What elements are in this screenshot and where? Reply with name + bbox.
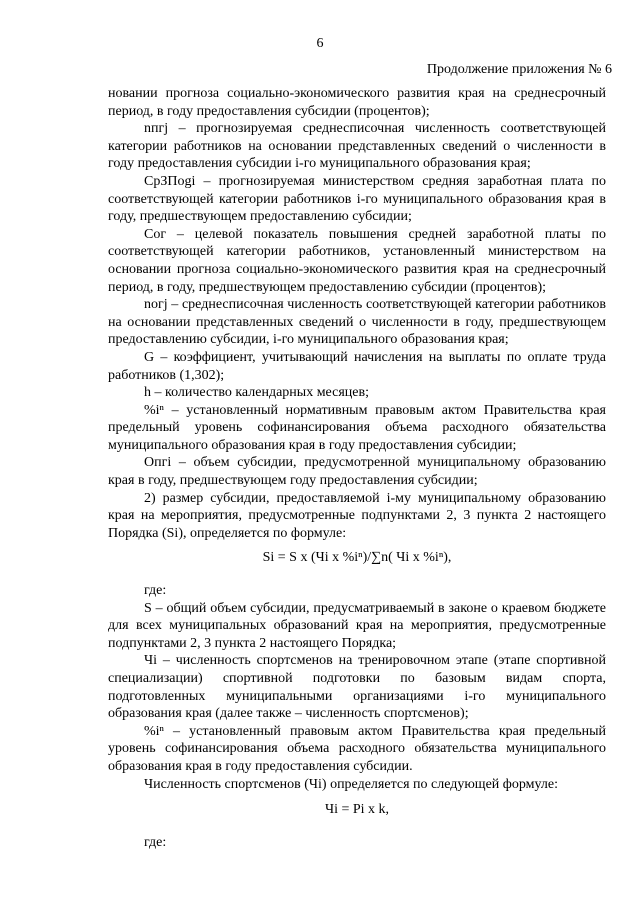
page-number: 6 (316, 36, 324, 51)
paragraph-cofinancing-level: %iⁿ – установленный нормативным правовым актом Правительства края предельный уровень софинансирования объема расходного обязательства муниципального образования края в году предоставления субсидии; (108, 402, 606, 453)
where-label-2: где: (144, 834, 167, 850)
paragraph-total-volume: S – общий объем субсидии, предусматриваемый в законе о краевом бюджете для всех муниципальных образований края на мероприятия, предусмотренные подпунктами 2, 3 пункта 2 настоящего Порядка; (108, 600, 606, 651)
formula-athletes: Чi = Pi x k, (324, 802, 390, 818)
paragraph-nogj: nогj – среднесписочная численность соответствующей категории работников на основании представленных сведений о численности в году, предшествующем предоставлению субсидии, i-го муниципального образования края; (108, 297, 606, 348)
paragraph-sog: Сог – целевой показатель повышения средней заработной платы по соответствующей категории работников, установленный министерством на основании прогноза социально-экономического развития края на среднесрочный период, в году, предшествующем предоставлению субсидии (процентов); (108, 226, 606, 295)
where-label-1: где: (144, 583, 167, 599)
paragraph-continuation: новании прогноза социально-экономического развития края на среднесрочный период, в году предоставления субсидии (процентов); (108, 86, 606, 119)
paragraph-athletes-count: Чi – численность спортсменов на тренировочном этапе (этапе спортивной специализации) спортивной подготовки по базовым видам спорта, подготовленных муниципальными организациями i-го муниципального образования края (далее также – численность спортсменов); (108, 653, 606, 722)
paragraph-h-months: h – количество календарных месяцев; (144, 385, 369, 401)
paragraph-srzp: СрЗПоgi – прогнозируемая министерством средняя заработная плата по соответствующей категории работников i-го муниципального образования края в году, предшествующем предоставлению субсидии; (108, 173, 606, 225)
continuation-label: Продолжение приложения № 6 (426, 62, 612, 77)
paragraph-opgi: Опгi – объем субсидии, предусмотренной муниципальному образованию края в году, предшествующем году предоставления субсидии; (108, 455, 606, 489)
formula-subsidy: Si = S x (Чi x %iⁿ)/∑n( Чi x %iⁿ), (262, 550, 452, 566)
document-body (108, 85, 606, 851)
paragraph-athletes-formula-intro: Численность спортсменов (Чi) определяется по следующей формуле: (144, 776, 558, 792)
paragraph-g-coefficient: G – коэффициент, учитывающий начисления на выплаты по оплате труда работников (1,302); (108, 349, 606, 383)
paragraph-cofinancing-level-2: %iⁿ – установленный правовым актом Правительства края предельный уровень софинансирования объема расходного обязательства муниципального образования края в году предоставления субсидии. (108, 723, 606, 774)
paragraph-subsidy-size: 2) размер субсидии, предоставляемой i-му муниципальному образованию края на мероприятия, предусмотренные подпунктами 2, 3 пункта 2 настоящего Порядка (Si), определяется по формуле: (108, 490, 606, 541)
paragraph-npgj: nпгj – прогнозируемая среднесписочная численность соответствующей категории работников на основании представленных сведений о численности в году предоставления субсидии i-го муниципального образования края; (108, 121, 606, 172)
